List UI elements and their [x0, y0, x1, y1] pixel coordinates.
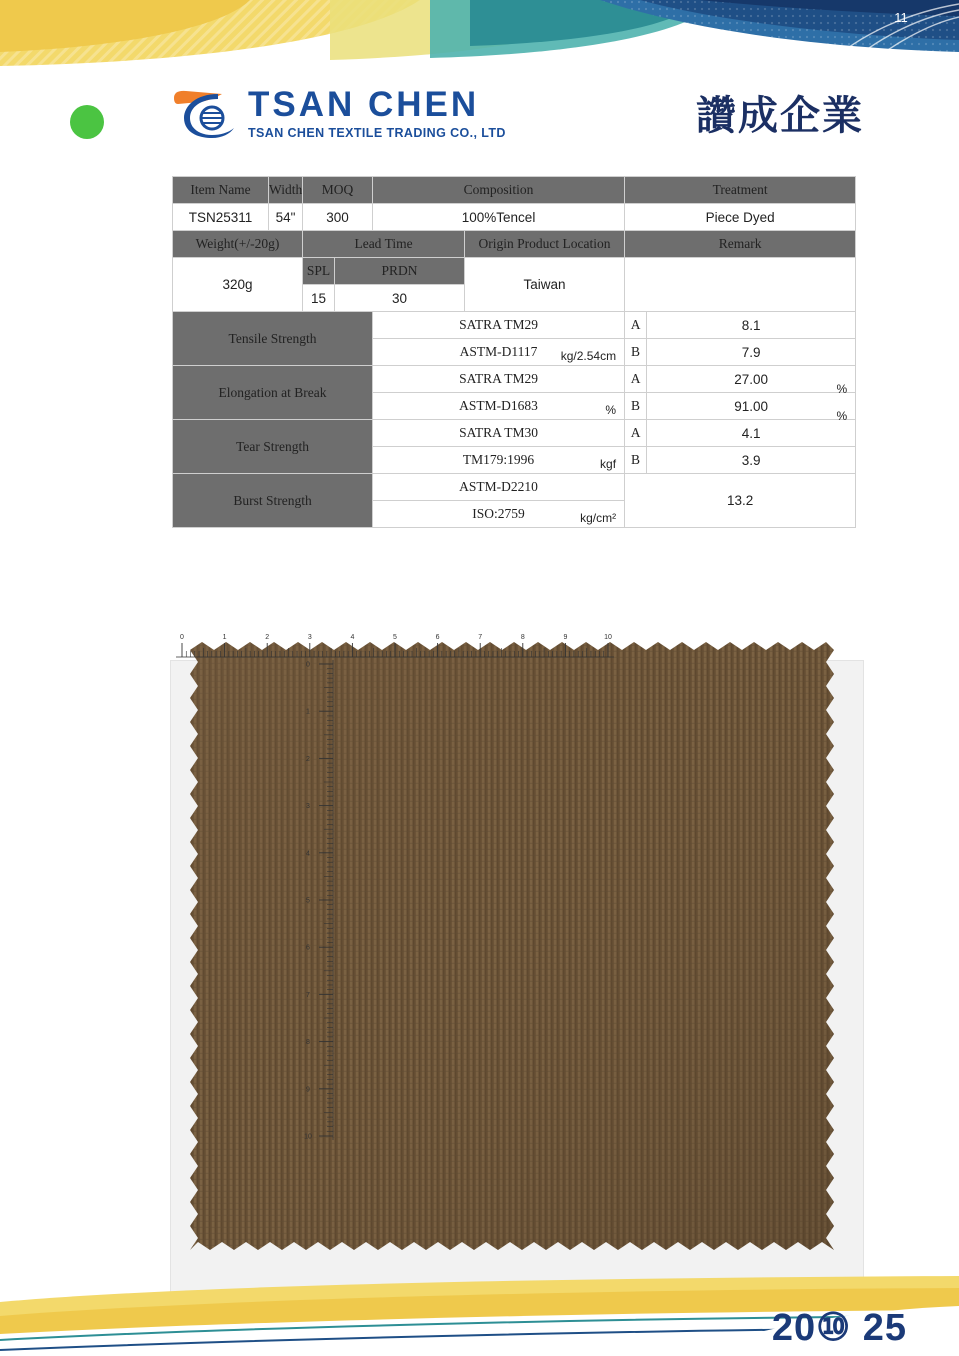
- test-a-number-elongation: 27.00: [734, 371, 768, 387]
- test-std2-elongation: [373, 393, 625, 420]
- svg-text:3: 3: [306, 803, 310, 811]
- header-treatment: Treatment: [625, 177, 856, 204]
- test-std1-burst: ASTM-D2210: [373, 474, 625, 501]
- test-std1-elongation: SATRA TM29: [373, 366, 625, 393]
- header-origin: Origin Product Location: [465, 231, 625, 258]
- value-moq: 300: [303, 204, 373, 231]
- header-width: Width: [269, 177, 303, 204]
- test-name-tear: Tear Strength: [173, 420, 373, 474]
- header-composition: Composition: [373, 177, 625, 204]
- header-weight: Weight(+/-20g): [173, 231, 303, 258]
- test-a-label-tear: A: [625, 420, 647, 447]
- bottom-decoration-band: [0, 1276, 959, 1356]
- test-std1-tensile: SATRA TM29: [373, 312, 625, 339]
- value-origin: Taiwan: [465, 258, 625, 312]
- test-std1-tear: SATRA TM30: [373, 420, 625, 447]
- test-std2-text-tensile: ASTM-D1117: [459, 344, 538, 359]
- table-row: [173, 204, 856, 231]
- svg-text:8: 8: [306, 1039, 310, 1047]
- svg-text:5: 5: [306, 897, 310, 905]
- brand-subtitle: TSAN CHEN TEXTILE TRADING CO., LTD: [248, 126, 506, 140]
- fabric-spec-table: [172, 176, 856, 528]
- svg-text:7: 7: [478, 634, 483, 641]
- test-b-value-elongation: [647, 393, 856, 423]
- test-b-number-elongation: 91.00: [734, 398, 768, 414]
- table-row: [173, 312, 856, 339]
- tsan-chen-logo-icon: [172, 88, 238, 140]
- header-item-name: Item Name: [173, 177, 269, 204]
- value-item-name: TSN25311: [173, 204, 269, 231]
- table-row: [173, 177, 856, 204]
- svg-text:8: 8: [520, 634, 525, 641]
- test-std2-burst: [373, 501, 625, 528]
- svg-text:3: 3: [307, 634, 312, 641]
- test-name-tensile: Tensile Strength: [173, 312, 373, 366]
- test-std2-text-elongation: ASTM-D1683: [459, 398, 538, 413]
- table-row: [173, 258, 856, 285]
- table-row: [173, 231, 856, 258]
- fabric-swatch-area: [166, 630, 866, 1302]
- svg-text:1: 1: [222, 634, 227, 641]
- svg-text:4: 4: [306, 850, 310, 858]
- test-b-label-elongation: B: [625, 393, 647, 420]
- fabric-swatch-image: [182, 642, 842, 1258]
- value-spl: 15: [303, 285, 335, 312]
- ruler-left: [296, 660, 336, 1140]
- svg-text:2: 2: [306, 755, 310, 763]
- ruler-top: [176, 630, 614, 660]
- svg-text:10: 10: [304, 1133, 312, 1140]
- header-spl: SPL: [303, 258, 335, 285]
- test-unit-burst: kg/cm²: [580, 511, 617, 525]
- test-a-unit-elongation: %: [836, 382, 848, 396]
- brand-name-chinese: 讚成企業: [696, 93, 864, 139]
- table-row: [173, 366, 856, 393]
- test-value-burst: 13.2: [625, 474, 856, 528]
- value-composition: 100%Tencel: [373, 204, 625, 231]
- svg-text:1: 1: [306, 708, 310, 716]
- table-row: [173, 420, 856, 447]
- top-decoration-band: [0, 0, 959, 72]
- value-width: 54": [269, 204, 303, 231]
- green-dot-marker: [70, 105, 104, 139]
- svg-text:0: 0: [306, 661, 310, 669]
- header-prdn: PRDN: [335, 258, 465, 285]
- test-b-label-tear: B: [625, 447, 647, 474]
- test-std2-text-tear: TM179:1996: [462, 452, 535, 467]
- brand-name: TSAN CHEN: [248, 85, 480, 124]
- test-std2-text-burst: ISO:2759: [472, 506, 525, 521]
- brand-text-block: [248, 86, 506, 140]
- svg-text:6: 6: [306, 944, 310, 952]
- test-a-label-elongation: A: [625, 366, 647, 393]
- test-a-value-tear: 4.1: [647, 420, 856, 447]
- test-b-label-tensile: B: [625, 339, 647, 366]
- svg-text:7: 7: [306, 991, 310, 999]
- test-unit-tensile: kg/2.54cm: [560, 349, 617, 363]
- svg-text:4: 4: [350, 634, 355, 641]
- test-a-value-elongation: [647, 366, 856, 396]
- test-std2-tear: [373, 447, 625, 474]
- test-name-burst: Burst Strength: [173, 474, 373, 528]
- header-remark: Remark: [625, 231, 856, 258]
- test-std2-tensile: [373, 339, 625, 366]
- header-moq: MOQ: [303, 177, 373, 204]
- value-remark: [625, 258, 856, 312]
- svg-text:0: 0: [180, 634, 184, 641]
- page-number: 11: [894, 10, 908, 25]
- test-b-unit-elongation: %: [836, 409, 848, 423]
- year-label: 20⑩ 25: [771, 1307, 907, 1349]
- value-treatment: Piece Dyed: [625, 204, 856, 231]
- test-unit-elongation: %: [605, 403, 617, 417]
- test-a-label-tensile: A: [625, 312, 647, 339]
- test-name-elongation: Elongation at Break: [173, 366, 373, 420]
- svg-text:9: 9: [563, 634, 568, 641]
- test-unit-tear: kgf: [600, 457, 617, 471]
- test-b-value-tear: 3.9: [647, 447, 856, 474]
- table-row: [173, 474, 856, 501]
- svg-text:9: 9: [306, 1086, 310, 1094]
- svg-text:2: 2: [265, 634, 270, 641]
- value-prdn: 30: [335, 285, 465, 312]
- test-a-value-tensile: 8.1: [647, 312, 856, 339]
- svg-text:10: 10: [604, 634, 612, 641]
- svg-text:5: 5: [393, 634, 397, 641]
- header-lead-time: Lead Time: [303, 231, 465, 258]
- test-b-value-tensile: 7.9: [647, 339, 856, 366]
- svg-text:6: 6: [435, 634, 440, 641]
- value-weight: 320g: [173, 258, 303, 312]
